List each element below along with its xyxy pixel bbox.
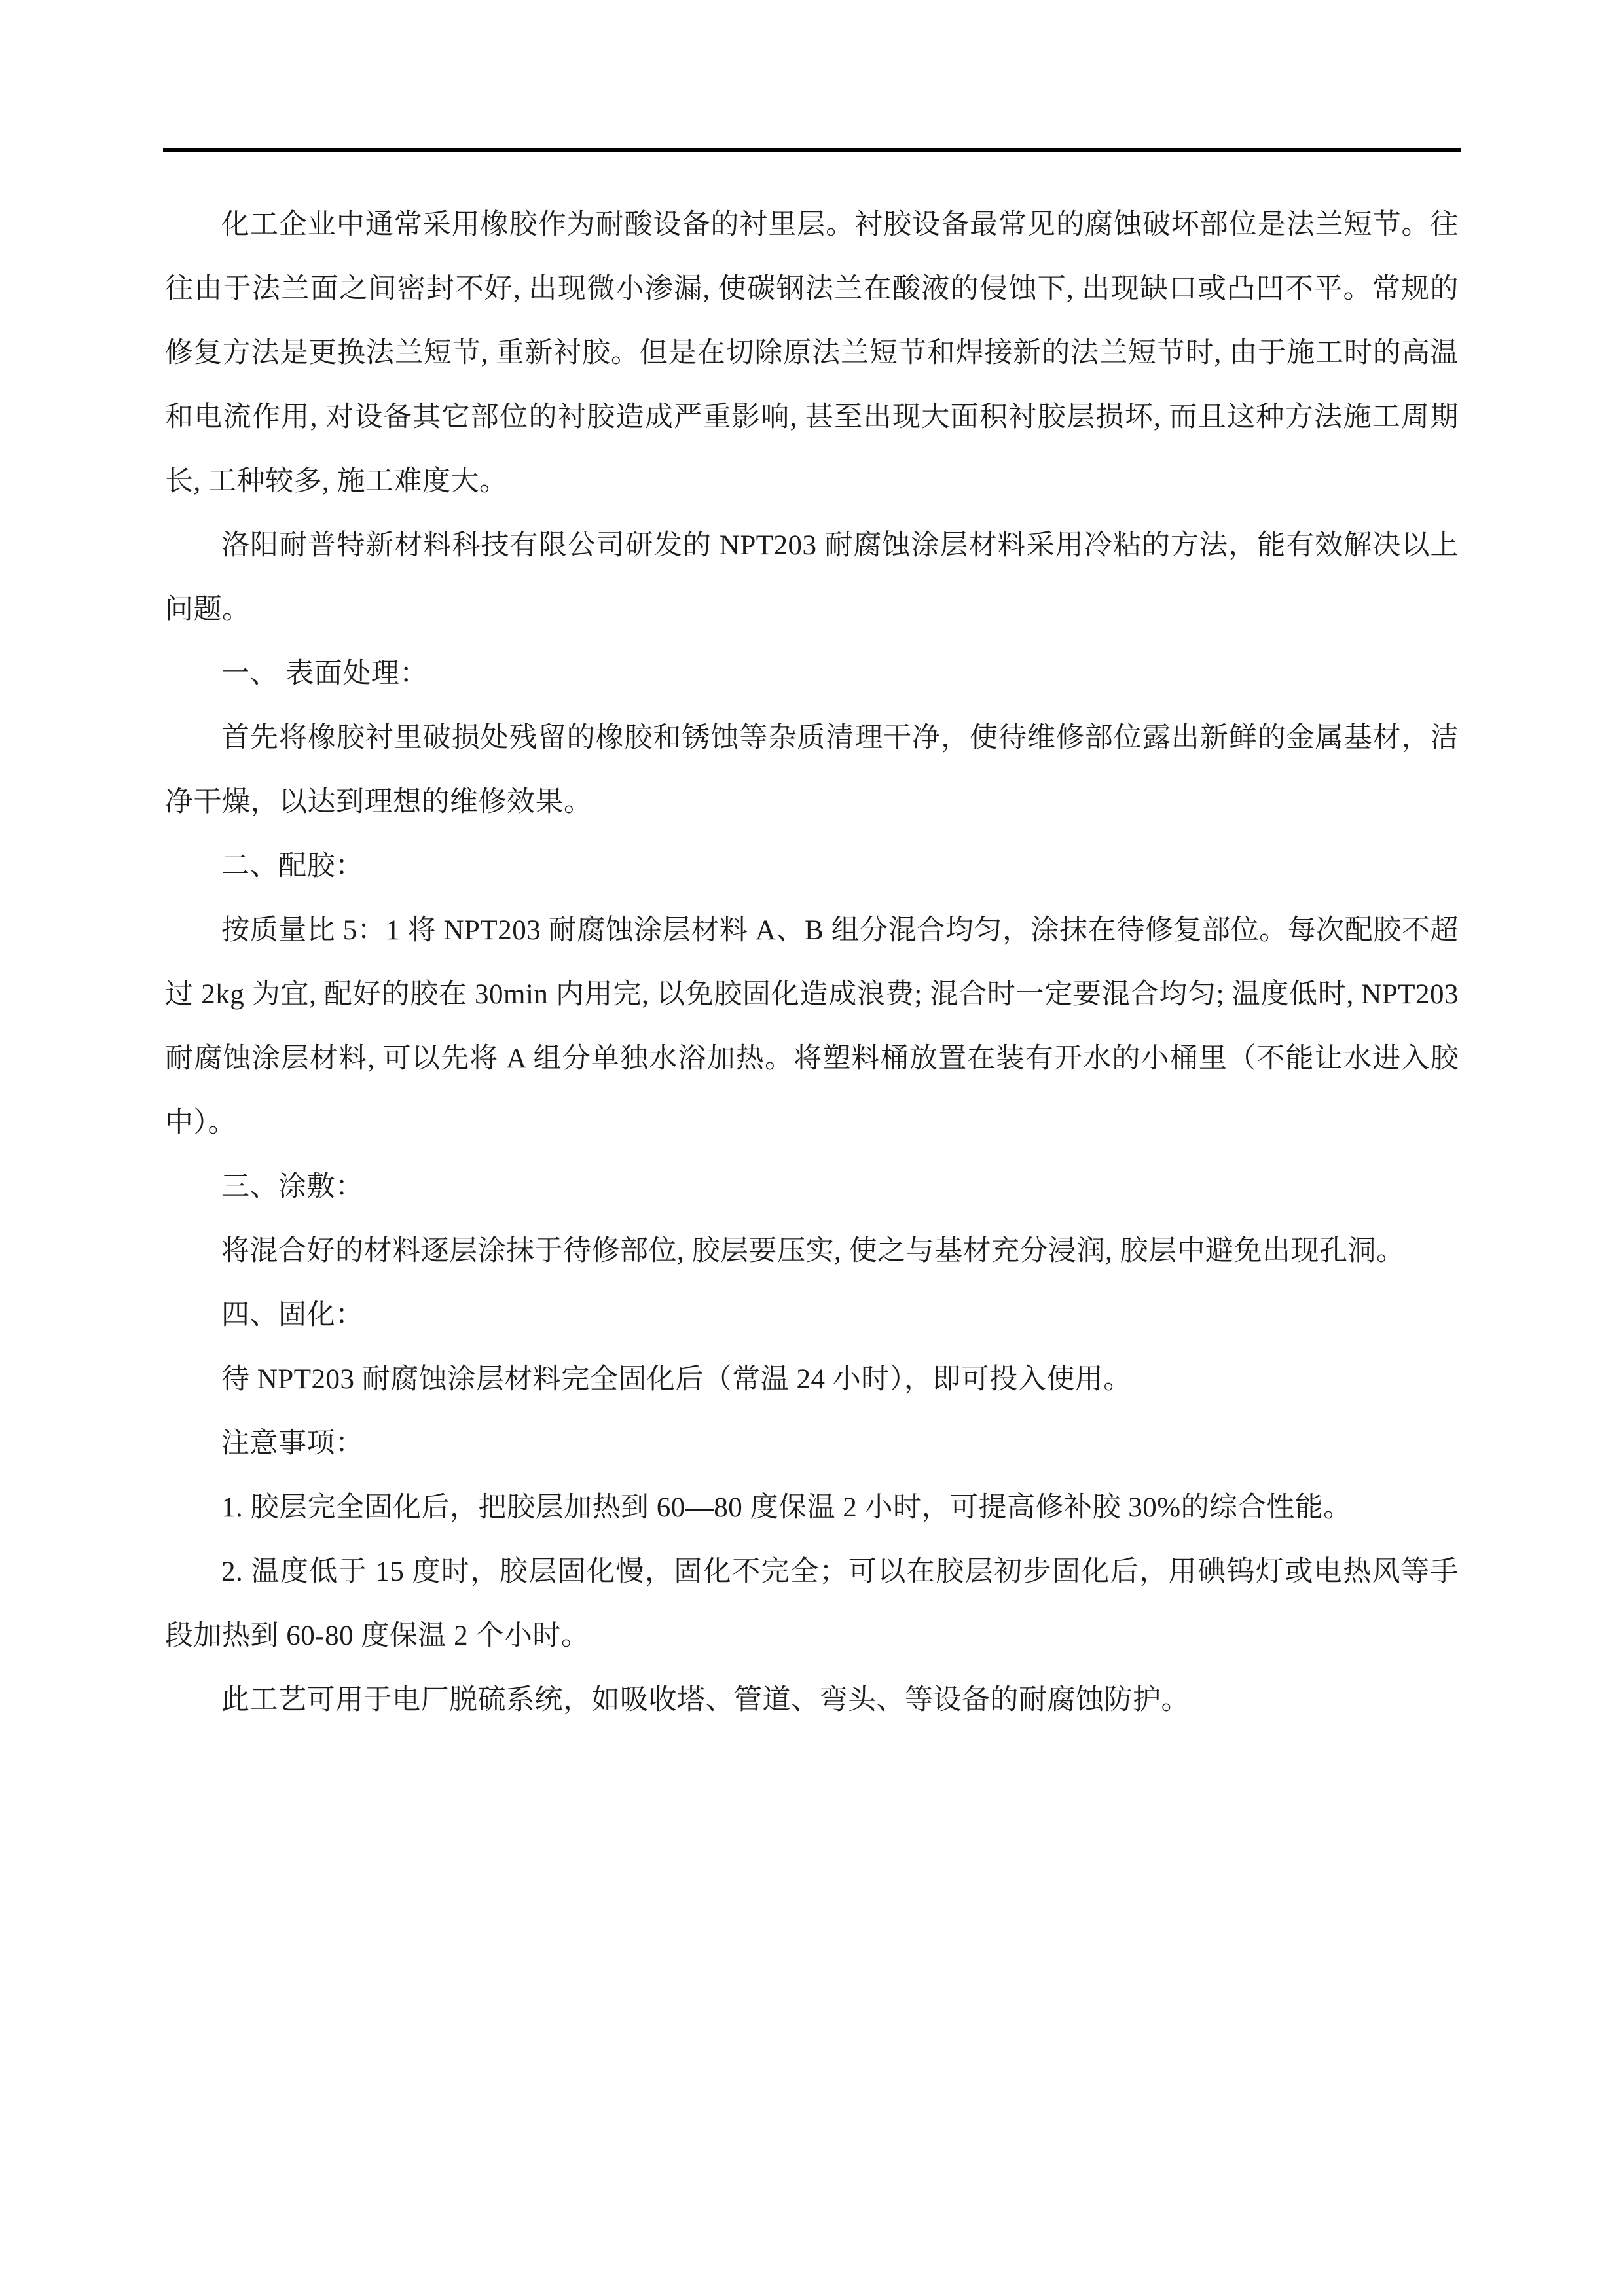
note-item: 1. 胶层完全固化后，把胶层加热到 60—80 度保温 2 小时，可提高修补胶 30%的综合性能。 [221,1492,1352,1523]
paragraph: 按质量比 5：1 将 NPT203 耐腐蚀涂层材料 A、B 组分混合均匀，涂抹在待修复部位。每次配胶不超过 2kg 为宜, 配好的胶在 30min 内用完, 以免胶固化造成浪费; 混合时一定要混合均匀; 温度低时, NPT203 耐腐蚀涂层材料, 可以先将 A 组分单独水浴加热。将塑料桶放置在装有开水的小桶里（不能让水进入胶中）。 [165,915,1459,1138]
paragraph: 化工企业中通常采用橡胶作为耐酸设备的衬里层。衬胶设备最常见的腐蚀破坏部位是法兰短节。往往由于法兰面之间密封不好, 出现微小渗漏, 使碳钢法兰在酸液的侵蚀下, 出现缺口或凸凹不平。常规的修复方法是更换法兰短节, 重新衬胶。但是在切除原法兰短节和焊接新的法兰短节时, 由于施工时的高温和电流作用, 对设备其它部位的衬胶造成严重影响, 甚至出现大面积衬胶层损坏, 而且这种方法施工周期长, 工种较多, 施工难度大。 [165,209,1459,497]
section-heading: 一、 表面处理： [221,658,428,689]
paragraph: 首先将橡胶衬里破损处残留的橡胶和锈蚀等杂质清理干净，使待维修部位露出新鲜的金属基材，洁净干燥，以达到理想的维修效果。 [165,723,1459,817]
document-body [165,193,1459,1732]
paragraph: 此工艺可用于电厂脱硫系统，如吸收塔、管道、弯头、等设备的耐腐蚀防护。 [221,1685,1190,1715]
paragraph: 将混合好的材料逐层涂抹于待修部位, 胶层要压实, 使之与基材充分浸润, 胶层中避免出现孔洞。 [221,1236,1405,1266]
section-heading: 二、配胶： [221,851,364,882]
header-rule [163,148,1461,152]
section-heading: 三、涂敷： [221,1172,364,1202]
paragraph: 洛阳耐普特新材料科技有限公司研发的 NPT203 耐腐蚀涂层材料采用冷粘的方法，能有效解决以上问题。 [165,530,1459,625]
section-heading: 注意事项： [221,1428,364,1459]
paragraph: 待 NPT203 耐腐蚀涂层材料完全固化后（常温 24 小时），即可投入使用。 [221,1364,1132,1395]
note-item: 2. 温度低于 15 度时，胶层固化慢，固化不完全；可以在胶层初步固化后，用碘钨灯或电热风等手段加热到 60-80 度保温 2 个小时。 [165,1556,1459,1651]
section-heading: 四、固化： [221,1300,364,1331]
